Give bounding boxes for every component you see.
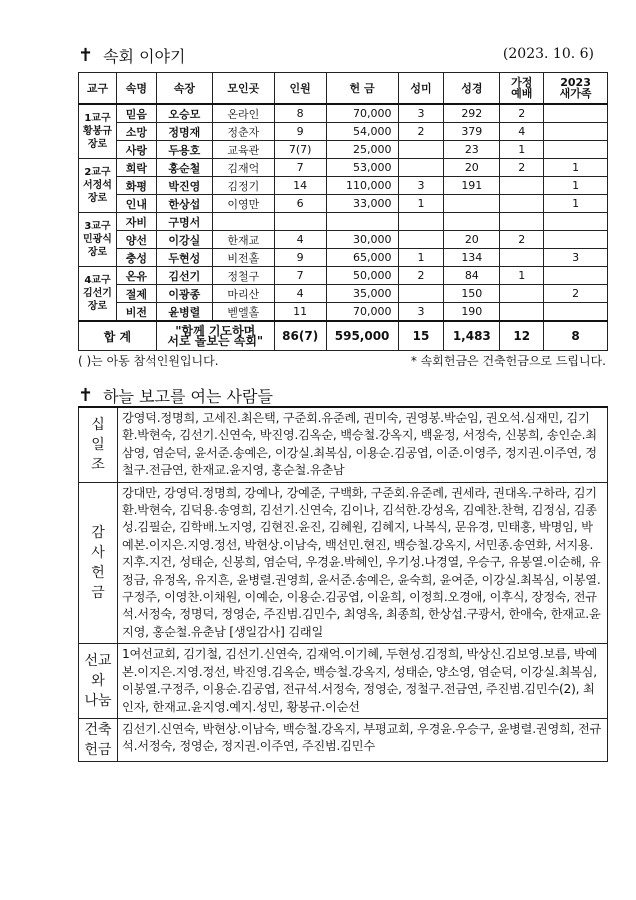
district-cell: 1교구 황봉규 장로: [79, 104, 117, 159]
column-header: 성미: [398, 73, 444, 105]
table-cell: 박진영: [156, 177, 212, 195]
table-cell: [544, 303, 608, 322]
table-row: [79, 159, 608, 177]
child-attendance-note: ( )는 아동 참석인원입니다.: [78, 354, 219, 368]
table-cell: [212, 213, 274, 231]
table-cell: 3: [544, 249, 608, 267]
table-cell: 191: [444, 177, 500, 195]
table-cell: 25,000: [326, 141, 398, 159]
column-header: 헌 금: [326, 73, 398, 105]
total-row: [79, 321, 608, 351]
table-cell: 11: [274, 303, 326, 322]
table-cell: 9: [274, 249, 326, 267]
table-row: [79, 231, 608, 249]
table-cell: 65,000: [326, 249, 398, 267]
table-cell: [544, 123, 608, 141]
column-header: 인원: [274, 73, 326, 105]
total-people: 86(7): [274, 321, 326, 351]
table-cell: 33,000: [326, 195, 398, 213]
district-cell: 3교구 민광식 장로: [79, 213, 117, 267]
section-title-meetings: [78, 44, 185, 67]
table-cell: 4: [500, 123, 544, 141]
offering-names-list: 1여선교회, 김기철, 김선기.신연숙, 김재억.이기혜, 두현성.김정희, 박상신.김보영.보름, 박예본.이지은.지영.정선, 박진영.김옥순, 백승철.강옥지, 성태순, 양소영, 염순덕, 이강실.최복심, 이봉열.구정주, 이용순.김공엽, 전규석.서정숙, 정영순, 정철구.전금연, 주진범.김민수(2), 최인자, 한재교.윤지영.예지.성민, 황봉규.이순선: [118, 644, 608, 719]
total-new-family: 8: [544, 321, 608, 351]
table-cell: [398, 141, 444, 159]
table-header-row: [79, 73, 608, 105]
section-title-text: 속회 이야기: [103, 47, 186, 66]
total-worship: 12: [500, 321, 544, 351]
table-row: [79, 213, 608, 231]
cross-icon: ✝: [78, 45, 94, 66]
cross-icon: ✝: [78, 385, 94, 406]
column-header: 2023 새가족: [544, 73, 608, 105]
table-cell: 7(7): [274, 141, 326, 159]
column-header: 속장: [156, 73, 212, 105]
table-cell: 온라인: [212, 104, 274, 123]
table-cell: 구명서: [156, 213, 212, 231]
table-cell: 190: [444, 303, 500, 322]
table-cell: 8: [274, 104, 326, 123]
table-cell: [444, 195, 500, 213]
table-cell: 292: [444, 104, 500, 123]
column-header: 교구: [79, 73, 117, 105]
table-cell: 정명재: [156, 123, 212, 141]
table-cell: [544, 231, 608, 249]
table-cell: 3: [398, 104, 444, 123]
offering-names-list: 강대만, 강영덕.정명희, 강예나, 강예준, 구백화, 구준회.유준례, 권세라, 권대옥.구하라, 김기환.박현숙, 김덕용.송영희, 김선기.신연숙, 김이나, 김석한.강성옥, 김예찬.찬혁, 김정심, 김종성.김필순, 김학배.노지영, 김현진.윤진, 김혜원, 김혜지, 나복식, 문유경, 민태홍, 박명임, 박예본.이지은.지영.정선, 박현상.이남숙, 백선민.현진, 백승철.강옥지, 서민종.송연화, 서지용.지후.지건, 성태순, 신봉희, 염순덕, 우경윤.박혜인, 우기성.나경열, 우승구, 유봉열.이순해, 유정금, 유정옥, 유지흔, 윤병렬.권영희, 윤서준.송예은, 윤숙희, 윤여준, 이강실.최복심, 이봉열.구정주, 이영찬.이채원, 이예순, 이용순.김공엽, 이윤희, 이정희.오경애, 이후식, 장정숙, 전규석.서정숙, 정명덕, 정영순, 주진범.김민수, 최영옥, 최종희, 한상섭.구광서, 한애숙, 한재교.윤지영, 홍순철.유춘남 [생일감사] 김래일: [118, 482, 608, 644]
table-cell: 70,000: [326, 303, 398, 322]
table-cell: 7: [274, 159, 326, 177]
table-cell: 이영만: [212, 195, 274, 213]
table-cell: 20: [444, 159, 500, 177]
table-cell: 2: [500, 159, 544, 177]
offering-category-label: 감 사 헌 금: [79, 482, 118, 644]
table-cell: 오승모: [156, 104, 212, 123]
table-cell: 14: [274, 177, 326, 195]
table-cell: 마리산: [212, 285, 274, 303]
meeting-stats-table: [78, 72, 608, 351]
table-cell: 2: [500, 104, 544, 123]
table-cell: 정춘자: [212, 123, 274, 141]
table-row: [79, 123, 608, 141]
table-cell: 사랑: [116, 141, 156, 159]
table-cell: 두용호: [156, 141, 212, 159]
table-cell: [398, 231, 444, 249]
table-cell: 2: [398, 123, 444, 141]
table-cell: 자비: [116, 213, 156, 231]
table-cell: 홍순철: [156, 159, 212, 177]
table-cell: 믿음: [116, 104, 156, 123]
table-cell: 비전: [116, 303, 156, 322]
table-cell: [500, 213, 544, 231]
table-cell: 3: [398, 177, 444, 195]
table-cell: 54,000: [326, 123, 398, 141]
table-cell: [500, 249, 544, 267]
table-cell: 134: [444, 249, 500, 267]
table-cell: 4: [274, 231, 326, 249]
column-header: 성경: [444, 73, 500, 105]
table-cell: 교육관: [212, 141, 274, 159]
table-cell: 1: [544, 177, 608, 195]
table-cell: [398, 159, 444, 177]
table-row: [79, 104, 608, 123]
table-cell: 한재교: [212, 231, 274, 249]
table-cell: 충성: [116, 249, 156, 267]
table-cell: [544, 104, 608, 123]
date-label: (2023. 10. 6): [502, 46, 594, 62]
table-cell: 이광종: [156, 285, 212, 303]
table-cell: 비전홀: [212, 249, 274, 267]
table-cell: [398, 213, 444, 231]
table-row: [79, 267, 608, 285]
table-cell: 23: [444, 141, 500, 159]
table-cell: 한상섭: [156, 195, 212, 213]
offering-row: [79, 718, 608, 761]
offering-row: [79, 407, 608, 482]
table-cell: 3: [398, 303, 444, 322]
offering-row: [79, 644, 608, 719]
table-cell: 정철구: [212, 267, 274, 285]
table-cell: 110,000: [326, 177, 398, 195]
table-cell: 2: [544, 285, 608, 303]
table-row: [79, 285, 608, 303]
table-cell: 양선: [116, 231, 156, 249]
offering-category-label: 십 일 조: [79, 407, 118, 482]
table-cell: 1: [544, 195, 608, 213]
table-cell: [500, 195, 544, 213]
column-header: 가정 예배: [500, 73, 544, 105]
table-cell: 2: [398, 267, 444, 285]
offering-category-label: 건축 헌금: [79, 718, 118, 761]
table-cell: 인내: [116, 195, 156, 213]
table-cell: 희락: [116, 159, 156, 177]
table-cell: 1: [500, 141, 544, 159]
table-cell: 84: [444, 267, 500, 285]
table-cell: 절제: [116, 285, 156, 303]
table-row: [79, 195, 608, 213]
table-cell: [544, 267, 608, 285]
table-cell: 1: [544, 159, 608, 177]
table-row: [79, 249, 608, 267]
table-cell: 온유: [116, 267, 156, 285]
table-cell: 김정기: [212, 177, 274, 195]
column-header: 모인곳: [212, 73, 274, 105]
table-cell: [444, 213, 500, 231]
table-cell: 379: [444, 123, 500, 141]
table-cell: 2: [500, 231, 544, 249]
section-title-text: 하늘 보고를 여는 사람들: [103, 387, 273, 406]
table-cell: 7: [274, 267, 326, 285]
offering-names-table: [78, 406, 608, 762]
table-cell: 1: [398, 195, 444, 213]
table-cell: 화평: [116, 177, 156, 195]
table-cell: 1: [500, 267, 544, 285]
total-offering: 595,000: [326, 321, 398, 351]
column-header: 속명: [116, 73, 156, 105]
total-label: 합 계: [79, 321, 157, 351]
table-cell: [544, 141, 608, 159]
section-title-thanks: [78, 384, 273, 407]
table-cell: 김재억: [212, 159, 274, 177]
table-cell: [544, 213, 608, 231]
district-cell: 4교구 김선기 장로: [79, 267, 117, 322]
offering-note: * 속회헌금은 건축헌금으로 드립니다.: [410, 354, 606, 368]
offering-category-label: 선교 와 나눔: [79, 644, 118, 719]
table-cell: 9: [274, 123, 326, 141]
table-cell: [398, 285, 444, 303]
table-cell: 이강실: [156, 231, 212, 249]
motto-text: "함께 기도하며 서로 돌보는 속회": [156, 321, 274, 351]
table-cell: 50,000: [326, 267, 398, 285]
table-cell: 1: [398, 249, 444, 267]
table-cell: 윤병렬: [156, 303, 212, 322]
table-row: [79, 303, 608, 322]
table-cell: 20: [444, 231, 500, 249]
table-cell: 벧엘홀: [212, 303, 274, 322]
table-cell: [500, 303, 544, 322]
total-rice: 15: [398, 321, 444, 351]
table-cell: 김선기: [156, 267, 212, 285]
table-cell: 150: [444, 285, 500, 303]
table-cell: 6: [274, 195, 326, 213]
table-row: [79, 141, 608, 159]
table-row: [79, 177, 608, 195]
district-cell: 2교구 서정석 장로: [79, 159, 117, 213]
total-bible: 1,483: [444, 321, 500, 351]
table-cell: [326, 213, 398, 231]
table-cell: [500, 177, 544, 195]
table-cell: 두현성: [156, 249, 212, 267]
table-cell: [274, 213, 326, 231]
table-cell: 53,000: [326, 159, 398, 177]
table-cell: 소망: [116, 123, 156, 141]
table-cell: 4: [274, 285, 326, 303]
table-cell: 30,000: [326, 231, 398, 249]
table-cell: 70,000: [326, 104, 398, 123]
offering-row: [79, 482, 608, 644]
table-cell: 35,000: [326, 285, 398, 303]
offering-names-list: 강영덕.정명희, 고세진.최은택, 구준회.유준례, 권미숙, 권영봉.박순임, 권오석.심재민, 김기환.박현숙, 김선기.신연숙, 박진영.김옥순, 백승철.강옥지, 백윤정, 서정숙, 신봉희, 송인순.최삼영, 염순덕, 윤서준.송예은, 이강실.최복심, 이용순.김공엽, 이준.이영주, 정지권.이주연, 정철구.전금연, 한재교.윤지영, 홍순철.유춘남: [118, 407, 608, 482]
offering-names-list: 김선기.신연숙, 박현상.이남숙, 백승철.강옥지, 부평교회, 우경윤.우승구, 윤병렬.권영희, 전규석.서정숙, 정영순, 정지권.이주연, 주진범.김민수: [118, 718, 608, 761]
table-cell: [500, 285, 544, 303]
